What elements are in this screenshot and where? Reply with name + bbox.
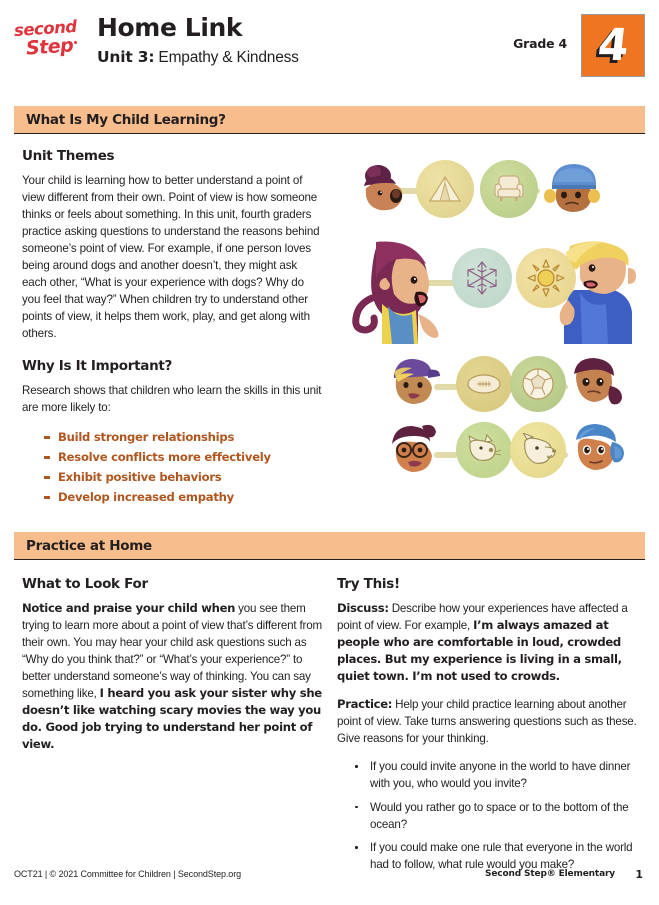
soccer-ball-icon [520, 366, 556, 402]
page-subtitle [97, 48, 299, 67]
what-to-look-for-column [22, 576, 322, 753]
bubble-dog [510, 422, 566, 478]
practice-paragraph [337, 696, 645, 747]
logo-word-step: Step [25, 34, 74, 60]
unit-number: Unit 3: [97, 47, 155, 66]
discuss-plain: Describe how your experiences have affected a point of view. For example, [337, 602, 628, 633]
list-item: Develop increased empathy [44, 489, 324, 506]
bubble-football [456, 356, 512, 412]
cat-icon [465, 434, 503, 466]
kid-blue-bandana-face [566, 420, 626, 478]
what-to-look-for-body [22, 600, 322, 753]
boy-glasses-face [382, 422, 440, 478]
section-what-is-my-child-learning [0, 148, 659, 518]
footer-product-name: Second Step® Elementary [484, 869, 615, 879]
practice-plain: Help your child practice learning about another point of view. Take turns answering questions such as these. Give reasons for your thinking. [337, 698, 637, 746]
page-title: Home Link [97, 13, 243, 42]
section-banner-learning-title: What Is My Child Learning? [26, 111, 226, 128]
second-step-logo [14, 17, 82, 63]
bubble-cat [456, 422, 512, 478]
bubble-armchair [480, 160, 538, 218]
list-item: Exhibit positive behaviors [44, 469, 324, 486]
boy-blond-face [558, 238, 648, 346]
look-for-bold-example: I heard you ask your sister why she doesn’t like watching scary movies the way you do. Good job trying to understand her point of view. [22, 686, 322, 752]
why-important-heading: Why Is It Important? [22, 358, 173, 375]
illustration-row [334, 152, 646, 230]
logo-word-second: second [13, 16, 78, 41]
illustration-row [334, 238, 646, 346]
footer-page-number: 1 [635, 868, 643, 881]
girl-ponytail-face [566, 356, 624, 408]
bubble-soccer-ball [510, 356, 566, 412]
section-banner-practice [14, 532, 645, 560]
grade-badge-number: 4 [595, 19, 632, 71]
dog-icon [519, 433, 557, 467]
discuss-bold-example: I’m always amazed at people who are comfortable in loud, crowded places. But my experience is living in a small, quiet town. I’m not used to crowds. [337, 618, 622, 684]
try-this-column [337, 576, 645, 881]
grade-badge [581, 14, 645, 77]
try-this-heading: Try This! [337, 576, 400, 592]
logo-registered-dot [74, 41, 77, 44]
section-banner-practice-title: Practice at Home [26, 537, 152, 554]
unit-themes-heading: Unit Themes [22, 148, 115, 164]
look-for-plain: you see them trying to learn more about a point of view that’s different from their own. You may hear your child ask questions such as “Why do you think that?” or “What’s your experience?” to better understand someone’s way of thinking. You can say something like, [22, 602, 322, 701]
armchair-icon [493, 174, 525, 204]
list-item: If you could invite anyone in the world to have dinner with you, who would you invite? [353, 759, 645, 793]
football-icon [466, 372, 502, 396]
grade-label: Grade 4 [513, 36, 567, 51]
unit-illustration [334, 150, 646, 512]
list-item: Would you rather go to space or to the bottom of the ocean? [353, 800, 645, 834]
practice-question-list [353, 759, 645, 874]
page-footer [0, 869, 659, 885]
unit-themes-body: Your child is learning how to better understand a point of view different from their own. Point of view is how someone thinks or feels about something. In this unit, fourth graders practice asking questions to understand the reasons behind someone’s point of view. For example, if one person loves being around dogs and another doesn’t, they might ask each other, “What is your experience with dogs? Why do you feel that way?” When children try to understand other points of view, it helps them work, play, and get along with others. [22, 174, 320, 341]
discuss-paragraph [337, 600, 645, 685]
what-to-look-for-heading: What to Look For [22, 576, 148, 592]
girl-bun-face [356, 164, 410, 216]
illustration-row [334, 422, 646, 486]
boy-blue-helmet-face [542, 158, 604, 220]
skills-bullet-list [44, 429, 324, 505]
title-block [97, 14, 299, 67]
list-item: If you could make one rule that everyone in the world had to follow, what rule would you make? [353, 840, 645, 874]
list-item: Build stronger relationships [44, 429, 324, 446]
bubble-tent [416, 160, 474, 218]
section-banner-learning [14, 106, 645, 134]
bubble-snowflake [452, 248, 512, 308]
tent-icon [427, 174, 463, 204]
discuss-label: Discuss: [337, 601, 389, 615]
snowflake-icon [463, 259, 501, 297]
kid-purple-cap-face [384, 356, 440, 410]
learning-text-column [22, 148, 324, 509]
illustration-row [334, 356, 646, 418]
look-for-bold-lead: Notice and praise your child when [22, 601, 236, 615]
practice-label: Practice: [337, 697, 393, 712]
unit-name: Empathy & Kindness [154, 48, 299, 66]
why-important-body: Research shows that children who learn the skills in this unit are more likely to: [22, 384, 322, 415]
page-header [0, 0, 659, 98]
list-item: Resolve conflicts more effectively [44, 449, 324, 466]
girl-purple-hair-face [342, 238, 448, 346]
footer-copyright: OCT21 | © 2021 Committee for Children | SecondStep.org [14, 869, 242, 879]
